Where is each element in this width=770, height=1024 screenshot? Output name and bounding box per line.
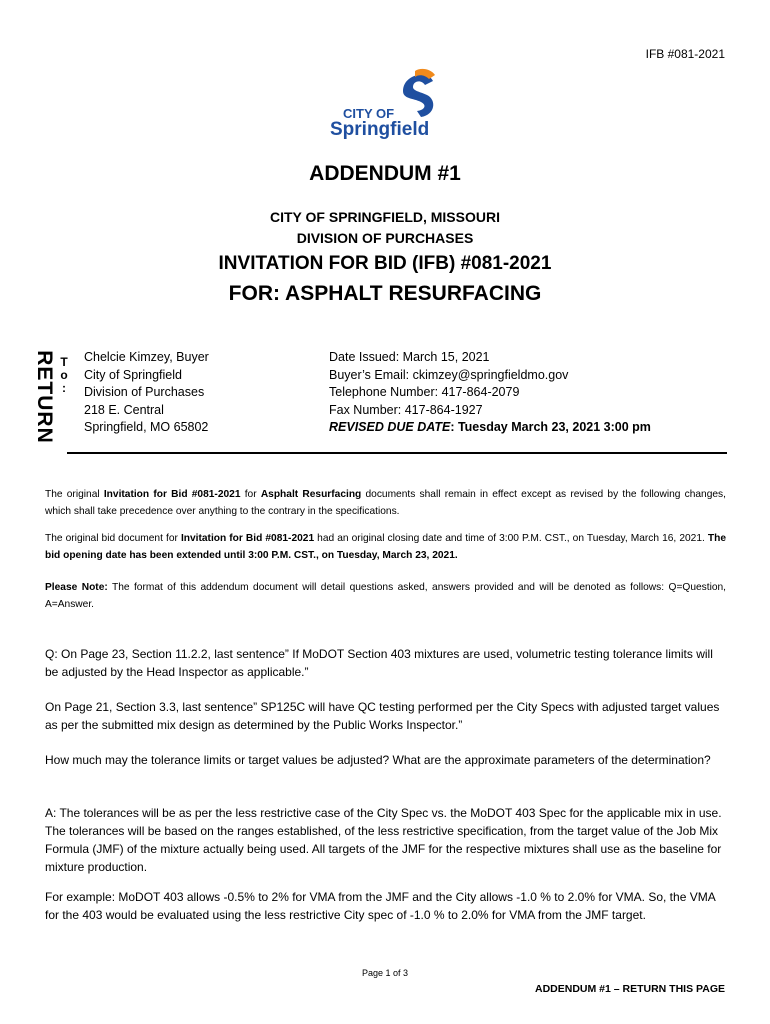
to-letter: T [60,355,68,369]
text-bold: Please Note: [45,582,108,593]
to-letter: : [62,381,66,395]
text: documents shall remain in effect except as revised by the following changes, which shall take precedence over anything to the contrary in the specifications. [45,489,726,517]
return-vertical-label [29,352,59,442]
return-this-page: ADDENDUM #1 – RETURN THIS PAGE [535,983,725,995]
date-issued: Date Issued: March 15, 2021 [329,350,490,364]
question-page-21: On Page 21, Section 3.3, last sentence” SP125C will have QC testing performed per the City Specs with adjusted target values as per the submitted mix design as determined by the Public Works Inspector.” [45,700,720,732]
answer-tolerance: A: The tolerances will be as per the less restrictive case of the City Spec vs. the MoDOT 403 Spec for the applicable mix in use. The tolerances will be based on the ranges established, of the less restrictive specification, from the target value of the Job Mix Formula (JMF) of the mixture actually being used. All targets of the JMF for the respective mixtures shall use as the baseline for mixture production. [45,806,722,874]
text-bold: Invitation for Bid #081-2021 [180,533,315,544]
text: The format of this addendum document will detail questions asked, answers provided and will be denoted as follows: Q=Question, A=Answer. [45,582,726,610]
revised-due-date-label: REVISED DUE DATE [329,420,451,434]
question-tolerance: How much may the tolerance limits or target values be adjusted? What are the approximate parameters of the determination? [45,753,711,767]
addendum-title: ADDENDUM #1 [309,162,461,185]
page-number: Page 1 of 3 [361,968,409,978]
text: The original [45,489,104,500]
text: The original bid document for [45,533,181,544]
address-line: City of Springfield [84,367,182,382]
paragraph-closing-date [45,530,726,564]
ifb-heading: INVITATION FOR BID (IFB) #081-2021 [218,253,552,274]
return-label: RETURN [33,350,56,444]
for-heading: FOR: ASPHALT RESURFACING [228,282,542,305]
text: had an original closing date and time of 3:00 P.M. CST., on Tuesday, March 16, 2021. [314,533,708,544]
telephone-number: Telephone Number: 417-864-2079 [329,385,520,399]
to-vertical-label [58,356,70,395]
text: for [240,489,261,500]
example-paragraph: For example: MoDOT 403 allows -0.5% to 2% for VMA from the JMF and the City allows -1.0 % to 2.0% for VMA. So, the VMA for the 403 would be evaluated using the less restrictive City spec of -1.0 % to 2.0% for VMA from the JMF target. [45,890,716,922]
city-heading: CITY OF SPRINGFIELD, MISSOURI [270,209,500,225]
address-line: 218 E. Central [84,402,164,417]
paragraph-original-ifb [45,486,726,520]
text-bold: The bid opening date has been extended until 3:00 P.M. CST., on Tuesday, March 23, 2021. [45,533,726,561]
address-line: Springfield, MO 65802 [84,420,209,434]
address-line: Division of Purchases [84,385,205,399]
logo-line2: Springfield [330,119,430,140]
text-bold: Asphalt Resurfacing [260,489,362,500]
issue-info [329,349,651,437]
city-of-springfield-logo [329,65,441,141]
fax-number: Fax Number: 417-864-1927 [329,402,483,417]
text-bold: Invitation for Bid #081-2021 [103,489,241,500]
springfield-s-icon [403,69,435,117]
ifb-number: IFB #081-2021 [645,47,725,61]
paragraph-please-note [45,579,726,613]
divider [67,452,727,454]
question-page-23: Q: On Page 23, Section 11.2.2, last sentence” If MoDOT Section 403 mixtures are used, volumetric testing tolerance limits will be adjusted by the Head Inspector as applicable.” [45,647,713,679]
revised-due-date [329,419,651,437]
address-line: Chelcie Kimzey, Buyer [84,350,209,364]
to-letter: o [60,368,68,382]
return-address [84,349,209,437]
buyer-email: Buyer’s Email: ckimzey@springfieldmo.gov [329,367,569,382]
division-heading: DIVISION OF PURCHASES [296,230,474,246]
logo-line1: CITY OF [343,106,395,121]
revised-due-date-value: : Tuesday March 23, 2021 3:00 pm [450,420,651,434]
